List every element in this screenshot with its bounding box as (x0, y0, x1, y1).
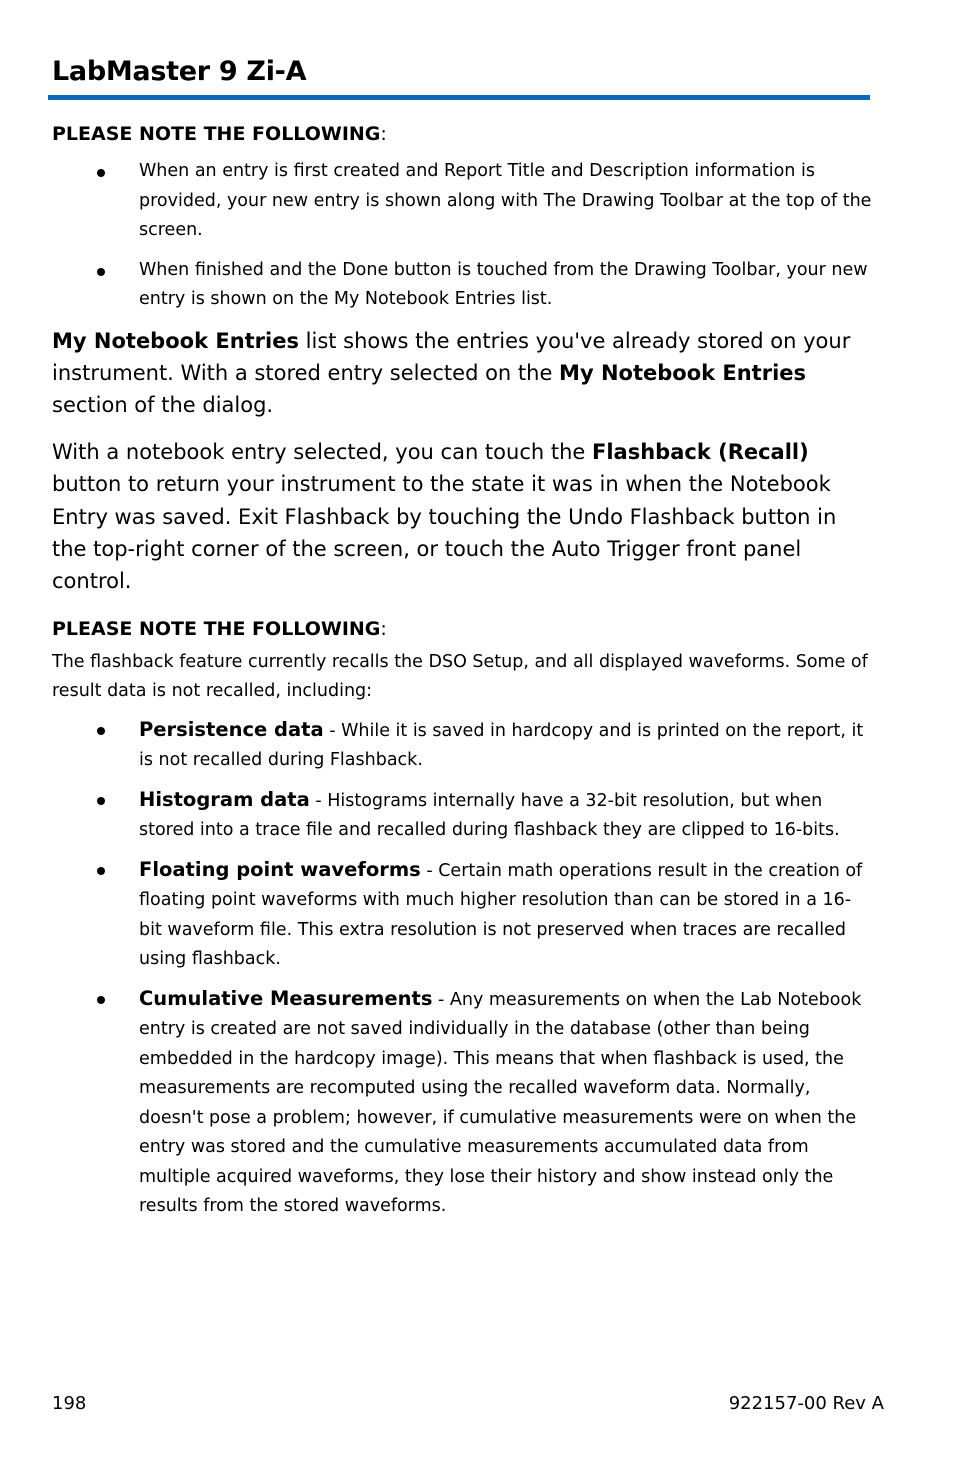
list-item (52, 855, 872, 975)
list-item-term: Histogram data (139, 787, 310, 811)
paragraph-text: With a notebook entry selected, you can touch the (52, 439, 592, 464)
list-item-text: When finished and the Done button is touched from the Drawing Toolbar, your new entry is shown on the My Notebook Entries list. (139, 259, 868, 309)
note-heading (52, 612, 872, 646)
bullet-icon (97, 797, 105, 805)
note-heading-text: PLEASE NOTE THE FOLLOWING (52, 617, 381, 640)
document-title: LabMaster 9 Zi-A (52, 56, 307, 87)
list-item (52, 256, 872, 315)
note-heading-colon: : (380, 123, 387, 145)
note-heading-colon: : (380, 617, 387, 640)
list-item-text: - While it is saved in hardcopy and is printed on the report, it is not recalled during Flashback. (139, 720, 864, 771)
page-header (52, 52, 872, 100)
list-item-text: - Certain math operations result in the creation of floating point waveforms with much higher resolution than can be stored in a 16-bit waveform file. This extra resolution is not preserved when traces are recalled using flashback. (139, 860, 863, 970)
list-item (52, 715, 872, 776)
paragraph-text: list shows the entries you've already stored on your instrument. With a stored entry selected on the (52, 328, 851, 385)
title-divider (48, 95, 870, 100)
entry-notes-list (52, 157, 872, 315)
bullet-icon (97, 727, 105, 735)
list-item-term: Persistence data (139, 717, 324, 741)
list-item-text: When an entry is first created and Report Title and Description information is provided, your new entry is shown along with The Drawing Toolbar at the top of the screen. (139, 161, 872, 240)
flashback-note-paragraph: The flashback feature currently recalls the DSO Setup, and all displayed waveforms. Some of result data is not recalled, including: (52, 651, 868, 702)
paragraph-text: section of the dialog. (52, 393, 274, 418)
bullet-icon (97, 268, 105, 276)
bold-term: My Notebook Entries (559, 360, 807, 385)
bold-term: Flashback (Recall) (592, 439, 809, 464)
list-item (52, 984, 872, 1222)
flashback-paragraph (52, 436, 872, 598)
list-item-term: Floating point waveforms (139, 857, 421, 881)
list-item-text: - Any measurements on when the Lab Notebook entry is created are not saved individually in the database (other than being embedded in the hardcopy image). This means that when flashback is used, the measurements are recomputed using the recalled waveform data. Normally, doesn't pose a problem; however, if cumulative measurements were on when the entry was stored and the cumulative measurements accumulated data from multiple acquired waveforms, they lose their history and show instead only the results from the stored waveforms. (139, 989, 862, 1217)
list-item (52, 785, 872, 846)
note-heading-text: PLEASE NOTE THE FOLLOWING (52, 123, 381, 145)
list-item-term: Cumulative Measurements (139, 986, 433, 1010)
bullet-icon (97, 996, 105, 1004)
bullet-icon (97, 867, 105, 875)
note-heading (52, 117, 872, 151)
not-recalled-list (52, 715, 872, 1222)
bullet-icon (97, 169, 105, 177)
list-item (52, 157, 872, 246)
bold-term: My Notebook Entries (52, 328, 299, 353)
list-item-text: - Histograms internally have a 32-bit resolution, but when stored into a trace file and recalled during flashback they are clipped to 16-bits. (139, 790, 840, 841)
paragraph-text: button to return your instrument to the state it was in when the Notebook Entry was saved. Exit Flashback by touching the Undo Flashback button in the top-right corner of the screen, or touch the Auto Trigger front panel control. (52, 472, 837, 594)
page-content (52, 117, 872, 1231)
notebook-entries-paragraph (52, 325, 872, 422)
document-revision: 922157-00 Rev A (728, 1393, 884, 1414)
page-number: 198 (52, 1393, 87, 1414)
